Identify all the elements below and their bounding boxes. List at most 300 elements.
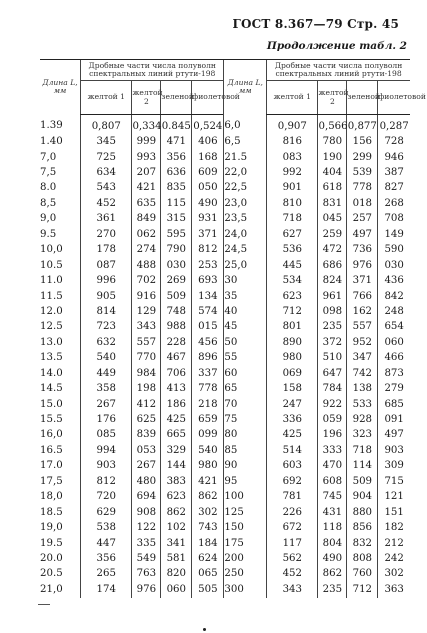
value-yellow2: 274 bbox=[132, 243, 161, 258]
table-row bbox=[40, 582, 410, 597]
length-cell: 30 bbox=[224, 273, 267, 288]
value-violet: 030 bbox=[378, 258, 410, 273]
value-yellow1: 452 bbox=[81, 196, 132, 211]
value-yellow2: 190 bbox=[318, 150, 347, 165]
table-row bbox=[40, 320, 410, 335]
value-yellow1: 452 bbox=[267, 567, 318, 582]
value-yellow1: 629 bbox=[81, 505, 132, 520]
table-row bbox=[40, 520, 410, 535]
length-cell: 200 bbox=[224, 551, 267, 566]
value-violet: 099 bbox=[192, 428, 224, 443]
value-yellow2: 235 bbox=[318, 582, 347, 597]
value-yellow1: 336 bbox=[267, 412, 318, 427]
value-yellow2: 333 bbox=[318, 443, 347, 458]
length-cell: 7,5 bbox=[40, 167, 57, 179]
value-yellow2: 804 bbox=[318, 536, 347, 551]
value-yellow2: 472 bbox=[318, 243, 347, 258]
value-green: 329 bbox=[161, 443, 192, 458]
value-violet: 574 bbox=[192, 304, 224, 319]
value-yellow2: 431 bbox=[318, 505, 347, 520]
value-violet: 812 bbox=[192, 243, 224, 258]
value-violet: 050 bbox=[192, 181, 224, 196]
value-yellow2: 510 bbox=[318, 351, 347, 366]
value-green: 820 bbox=[161, 567, 192, 582]
value-green: 835 bbox=[161, 181, 192, 196]
value-violet: 168 bbox=[192, 150, 224, 165]
value-yellow1: 692 bbox=[267, 474, 318, 489]
value-violet: 337 bbox=[192, 366, 224, 381]
length-header-left: Длина L, мм bbox=[40, 60, 81, 115]
table-continuation-label: Продолжение табл. 2 bbox=[266, 40, 407, 52]
value-violet: 065 bbox=[192, 567, 224, 582]
value-violet: 363 bbox=[378, 582, 410, 597]
value-violet: 931 bbox=[192, 212, 224, 227]
value-yellow1: 158 bbox=[267, 381, 318, 396]
value-violet: 309 bbox=[378, 459, 410, 474]
value-green: 383 bbox=[161, 474, 192, 489]
value-yellow2: 098 bbox=[318, 304, 347, 319]
length-cell: 20.5 bbox=[40, 568, 63, 580]
value-violet: 242 bbox=[378, 551, 410, 566]
value-yellow1: 117 bbox=[267, 536, 318, 551]
value-yellow1: 174 bbox=[81, 582, 132, 597]
length-cell: 21.5 bbox=[224, 150, 267, 165]
value-green: 748 bbox=[161, 304, 192, 319]
value-yellow2: 694 bbox=[132, 490, 161, 505]
value-yellow2: 770 bbox=[132, 351, 161, 366]
length-cell: 16,0 bbox=[40, 429, 63, 441]
table-row bbox=[40, 243, 410, 258]
value-violet: 182 bbox=[378, 520, 410, 535]
length-cell: 8,5 bbox=[40, 197, 57, 209]
length-cell: 17,5 bbox=[40, 475, 63, 487]
value-violet: 387 bbox=[378, 165, 410, 180]
table-row bbox=[40, 505, 410, 520]
length-cell: 70 bbox=[224, 397, 267, 412]
length-cell: 25,0 bbox=[224, 258, 267, 273]
value-yellow2: 549 bbox=[132, 551, 161, 566]
length-cell: 90 bbox=[224, 459, 267, 474]
value-yellow1: 672 bbox=[267, 520, 318, 535]
value-green: 269 bbox=[161, 273, 192, 288]
value-yellow2: 618 bbox=[318, 181, 347, 196]
value-yellow2: 470 bbox=[318, 459, 347, 474]
table-row bbox=[40, 150, 410, 165]
value-yellow1: 270 bbox=[81, 227, 132, 242]
table-row bbox=[40, 412, 410, 427]
value-green: 497 bbox=[347, 227, 378, 242]
value-green: 347 bbox=[347, 351, 378, 366]
length-cell: 80 bbox=[224, 428, 267, 443]
length-cell: 175 bbox=[224, 536, 267, 551]
value-yellow1: 905 bbox=[81, 289, 132, 304]
value-yellow2: 372 bbox=[318, 335, 347, 350]
value-violet: 708 bbox=[378, 212, 410, 227]
table-row bbox=[40, 196, 410, 211]
length-cell: 250 bbox=[224, 567, 267, 582]
value-green: 856 bbox=[347, 520, 378, 535]
value-yellow1: 890 bbox=[267, 335, 318, 350]
value-green: 467 bbox=[161, 351, 192, 366]
value-yellow1: 634 bbox=[81, 165, 132, 180]
value-green: 030 bbox=[161, 258, 192, 273]
table-row bbox=[40, 181, 410, 196]
value-violet: 896 bbox=[192, 351, 224, 366]
stray-dot bbox=[203, 628, 206, 631]
table-row bbox=[40, 351, 410, 366]
value-violet: 134 bbox=[192, 289, 224, 304]
length-cell: 19,0 bbox=[40, 522, 63, 534]
value-violet: 693 bbox=[192, 273, 224, 288]
value-violet: 406 bbox=[192, 134, 224, 149]
stray-mark bbox=[38, 604, 50, 605]
value-violet: 728 bbox=[378, 134, 410, 149]
value-green: 976 bbox=[347, 258, 378, 273]
length-cell: 18.5 bbox=[40, 506, 63, 518]
value-violet: 0,524 bbox=[192, 115, 224, 135]
col-header-green: зеленой bbox=[161, 81, 192, 115]
value-green: 736 bbox=[347, 243, 378, 258]
value-green: 060 bbox=[161, 582, 192, 597]
length-cell: 125 bbox=[224, 505, 267, 520]
length-cell: 13.0 bbox=[40, 336, 63, 348]
value-green: 115 bbox=[161, 196, 192, 211]
length-cell: 55 bbox=[224, 351, 267, 366]
value-yellow2: 122 bbox=[132, 520, 161, 535]
value-green: 341 bbox=[161, 536, 192, 551]
value-green: 952 bbox=[347, 335, 378, 350]
value-violet: 873 bbox=[378, 366, 410, 381]
value-yellow1: 718 bbox=[267, 212, 318, 227]
value-yellow1: 903 bbox=[81, 459, 132, 474]
value-violet: 149 bbox=[378, 227, 410, 242]
value-yellow2: 0,566 bbox=[318, 115, 347, 135]
value-violet: 490 bbox=[192, 196, 224, 211]
value-green: 186 bbox=[161, 397, 192, 412]
value-violet: 609 bbox=[192, 165, 224, 180]
value-yellow2: 908 bbox=[132, 505, 161, 520]
length-cell: 85 bbox=[224, 443, 267, 458]
value-yellow2: 849 bbox=[132, 212, 161, 227]
value-green: 760 bbox=[347, 567, 378, 582]
value-yellow1: 0,907 bbox=[267, 115, 318, 135]
value-yellow2: 343 bbox=[132, 320, 161, 335]
value-yellow2: 686 bbox=[318, 258, 347, 273]
value-yellow2: 259 bbox=[318, 227, 347, 242]
length-cell: 21,0 bbox=[40, 583, 63, 595]
value-green: 138 bbox=[347, 381, 378, 396]
table-row bbox=[40, 258, 410, 273]
value-yellow2: 961 bbox=[318, 289, 347, 304]
length-cell: 23,0 bbox=[224, 196, 267, 211]
value-yellow2: 647 bbox=[318, 366, 347, 381]
table-row bbox=[40, 289, 410, 304]
value-yellow1: 992 bbox=[267, 165, 318, 180]
value-yellow1: 781 bbox=[267, 490, 318, 505]
value-violet: 371 bbox=[192, 227, 224, 242]
value-violet: 980 bbox=[192, 459, 224, 474]
value-yellow2: 780 bbox=[318, 134, 347, 149]
value-yellow1: 534 bbox=[267, 273, 318, 288]
value-yellow1: 178 bbox=[81, 243, 132, 258]
value-yellow1: 536 bbox=[267, 243, 318, 258]
value-yellow2: 118 bbox=[318, 520, 347, 535]
length-cell: 15.5 bbox=[40, 414, 63, 426]
value-yellow1: 361 bbox=[81, 212, 132, 227]
value-violet: 015 bbox=[192, 320, 224, 335]
value-yellow2: 198 bbox=[132, 381, 161, 396]
value-violet: 540 bbox=[192, 443, 224, 458]
value-green: 742 bbox=[347, 366, 378, 381]
value-yellow1: 447 bbox=[81, 536, 132, 551]
length-cell: 24,0 bbox=[224, 227, 267, 242]
value-green: 581 bbox=[161, 551, 192, 566]
value-violet: 946 bbox=[378, 150, 410, 165]
length-cell: 35 bbox=[224, 289, 267, 304]
value-green: 665 bbox=[161, 428, 192, 443]
value-yellow1: 425 bbox=[267, 428, 318, 443]
value-yellow1: 816 bbox=[267, 134, 318, 149]
value-violet: 505 bbox=[192, 582, 224, 597]
table-row bbox=[40, 428, 410, 443]
value-yellow1: 356 bbox=[81, 551, 132, 566]
value-yellow2: 335 bbox=[132, 536, 161, 551]
value-yellow1: 980 bbox=[267, 351, 318, 366]
value-yellow2: 557 bbox=[132, 335, 161, 350]
value-green: 162 bbox=[347, 304, 378, 319]
value-green: 832 bbox=[347, 536, 378, 551]
value-green: 904 bbox=[347, 490, 378, 505]
length-cell: 19.5 bbox=[40, 537, 63, 549]
value-green: 413 bbox=[161, 381, 192, 396]
value-yellow2: 999 bbox=[132, 134, 161, 149]
length-cell: 14.0 bbox=[40, 367, 63, 379]
value-yellow2: 763 bbox=[132, 567, 161, 582]
group-header-right: Дробные части числа полуволн спектральных линий ртути-198 bbox=[267, 60, 410, 81]
value-yellow1: 226 bbox=[267, 505, 318, 520]
value-green: 928 bbox=[347, 412, 378, 427]
length-cell: 13.5 bbox=[40, 352, 63, 364]
value-yellow2: 045 bbox=[318, 212, 347, 227]
value-green: 471 bbox=[161, 134, 192, 149]
table-row bbox=[40, 381, 410, 396]
length-cell: 9,0 bbox=[40, 213, 57, 225]
value-green: 356 bbox=[161, 150, 192, 165]
length-cell: 40 bbox=[224, 304, 267, 319]
length-cell: 24,5 bbox=[224, 243, 267, 258]
length-cell: 300 bbox=[224, 582, 267, 597]
table-row bbox=[40, 227, 410, 242]
table-row bbox=[40, 397, 410, 412]
length-cell: 150 bbox=[224, 520, 267, 535]
value-green: 766 bbox=[347, 289, 378, 304]
value-yellow2: 053 bbox=[132, 443, 161, 458]
table-row bbox=[40, 474, 410, 489]
value-yellow1: 176 bbox=[81, 412, 132, 427]
value-yellow1: 0,807 bbox=[81, 115, 132, 135]
value-yellow2: 831 bbox=[318, 196, 347, 211]
length-cell: 18,0 bbox=[40, 491, 63, 503]
value-yellow1: 901 bbox=[267, 181, 318, 196]
value-yellow2: 922 bbox=[318, 397, 347, 412]
value-green: 315 bbox=[161, 212, 192, 227]
value-violet: 685 bbox=[378, 397, 410, 412]
value-violet: 248 bbox=[378, 304, 410, 319]
length-cell: 17.0 bbox=[40, 460, 63, 472]
value-green: 299 bbox=[347, 150, 378, 165]
value-violet: 590 bbox=[378, 243, 410, 258]
value-violet: 903 bbox=[378, 443, 410, 458]
value-violet: 456 bbox=[192, 335, 224, 350]
value-violet: 151 bbox=[378, 505, 410, 520]
value-yellow2: 235 bbox=[318, 320, 347, 335]
value-yellow1: 712 bbox=[267, 304, 318, 319]
length-cell: 23,5 bbox=[224, 212, 267, 227]
value-yellow1: 994 bbox=[81, 443, 132, 458]
value-violet: 743 bbox=[192, 520, 224, 535]
value-green: 862 bbox=[161, 505, 192, 520]
value-yellow2: 984 bbox=[132, 366, 161, 381]
value-yellow1: 445 bbox=[267, 258, 318, 273]
value-violet: 827 bbox=[378, 181, 410, 196]
value-violet: 862 bbox=[192, 490, 224, 505]
table-row bbox=[40, 490, 410, 505]
value-green: 102 bbox=[161, 520, 192, 535]
table-row bbox=[40, 551, 410, 566]
value-yellow1: 343 bbox=[267, 582, 318, 597]
value-violet: 184 bbox=[192, 536, 224, 551]
col-header-violet: фиолетовой bbox=[378, 81, 410, 115]
value-green: 557 bbox=[347, 320, 378, 335]
value-violet: 778 bbox=[192, 381, 224, 396]
value-violet: 497 bbox=[378, 428, 410, 443]
col-header-violet: фиолетовой bbox=[192, 81, 224, 115]
value-yellow1: 449 bbox=[81, 366, 132, 381]
value-green: 425 bbox=[161, 412, 192, 427]
value-yellow2: 129 bbox=[132, 304, 161, 319]
value-green: 880 bbox=[347, 505, 378, 520]
value-yellow1: 632 bbox=[81, 335, 132, 350]
value-yellow1: 358 bbox=[81, 381, 132, 396]
table-row bbox=[40, 212, 410, 227]
value-violet: 466 bbox=[378, 351, 410, 366]
length-cell: 8.0 bbox=[40, 182, 57, 194]
value-green: 539 bbox=[347, 165, 378, 180]
value-yellow2: 207 bbox=[132, 165, 161, 180]
value-yellow1: 265 bbox=[81, 567, 132, 582]
data-table bbox=[40, 59, 426, 598]
value-yellow2: 490 bbox=[318, 551, 347, 566]
value-yellow2: 862 bbox=[318, 567, 347, 582]
length-cell: 10.5 bbox=[40, 259, 63, 271]
value-yellow1: 725 bbox=[81, 150, 132, 165]
value-yellow2: 993 bbox=[132, 150, 161, 165]
value-yellow1: 720 bbox=[81, 490, 132, 505]
value-green: 988 bbox=[161, 320, 192, 335]
value-green: 712 bbox=[347, 582, 378, 597]
value-violet: 624 bbox=[192, 551, 224, 566]
value-violet: 842 bbox=[378, 289, 410, 304]
length-cell: 11.5 bbox=[40, 290, 63, 302]
value-yellow1: 723 bbox=[81, 320, 132, 335]
col-header-yellow1: желтой 1 bbox=[81, 81, 132, 115]
value-green: 114 bbox=[347, 459, 378, 474]
length-header-right: Длина L, мм bbox=[224, 60, 267, 115]
table-row bbox=[40, 165, 410, 180]
value-violet: 268 bbox=[378, 196, 410, 211]
value-yellow2: 976 bbox=[132, 582, 161, 597]
value-yellow2: 635 bbox=[132, 196, 161, 211]
value-yellow1: 247 bbox=[267, 397, 318, 412]
table-row bbox=[40, 134, 410, 149]
value-yellow2: 488 bbox=[132, 258, 161, 273]
length-cell: 7,0 bbox=[40, 151, 57, 163]
value-violet: 091 bbox=[378, 412, 410, 427]
length-cell: 100 bbox=[224, 490, 267, 505]
value-violet: 654 bbox=[378, 320, 410, 335]
length-cell: 14.5 bbox=[40, 383, 63, 395]
value-yellow2: 824 bbox=[318, 273, 347, 288]
col-header-green: зеленой bbox=[347, 81, 378, 115]
value-violet: 715 bbox=[378, 474, 410, 489]
value-green: 636 bbox=[161, 165, 192, 180]
value-violet: 0,287 bbox=[378, 115, 410, 135]
value-yellow2: 839 bbox=[132, 428, 161, 443]
page-header: ГОСТ 8.367—79 Стр. 45 bbox=[232, 17, 399, 31]
value-yellow2: 412 bbox=[132, 397, 161, 412]
value-violet: 302 bbox=[192, 505, 224, 520]
value-green: 018 bbox=[347, 196, 378, 211]
value-yellow1: 514 bbox=[267, 443, 318, 458]
length-cell: 65 bbox=[224, 381, 267, 396]
value-yellow2: 059 bbox=[318, 412, 347, 427]
value-yellow2: 196 bbox=[318, 428, 347, 443]
length-cell: 75 bbox=[224, 412, 267, 427]
length-cell: 95 bbox=[224, 474, 267, 489]
value-green: 790 bbox=[161, 243, 192, 258]
value-yellow1: 083 bbox=[267, 150, 318, 165]
table-row bbox=[40, 443, 410, 458]
value-green: 595 bbox=[161, 227, 192, 242]
length-cell: 15.0 bbox=[40, 398, 63, 410]
value-yellow1: 540 bbox=[81, 351, 132, 366]
table-row bbox=[40, 273, 410, 288]
value-green: 156 bbox=[347, 134, 378, 149]
length-cell: 6,5 bbox=[224, 134, 267, 149]
value-green: 623 bbox=[161, 490, 192, 505]
value-violet: 121 bbox=[378, 490, 410, 505]
length-cell: 16.5 bbox=[40, 444, 63, 456]
value-green: 706 bbox=[161, 366, 192, 381]
value-green: 228 bbox=[161, 335, 192, 350]
length-cell: 9.5 bbox=[40, 228, 57, 240]
value-green: 533 bbox=[347, 397, 378, 412]
value-yellow1: 345 bbox=[81, 134, 132, 149]
value-yellow2: 404 bbox=[318, 165, 347, 180]
value-yellow2: 745 bbox=[318, 490, 347, 505]
value-yellow1: 623 bbox=[267, 289, 318, 304]
value-green: 778 bbox=[347, 181, 378, 196]
value-yellow2: 062 bbox=[132, 227, 161, 242]
value-violet: 436 bbox=[378, 273, 410, 288]
value-violet: 421 bbox=[192, 474, 224, 489]
table-row bbox=[40, 459, 410, 474]
value-yellow1: 543 bbox=[81, 181, 132, 196]
value-violet: 659 bbox=[192, 412, 224, 427]
value-yellow1: 267 bbox=[81, 397, 132, 412]
table-row bbox=[40, 115, 410, 135]
col-header-yellow2: желтой 2 bbox=[132, 81, 161, 115]
